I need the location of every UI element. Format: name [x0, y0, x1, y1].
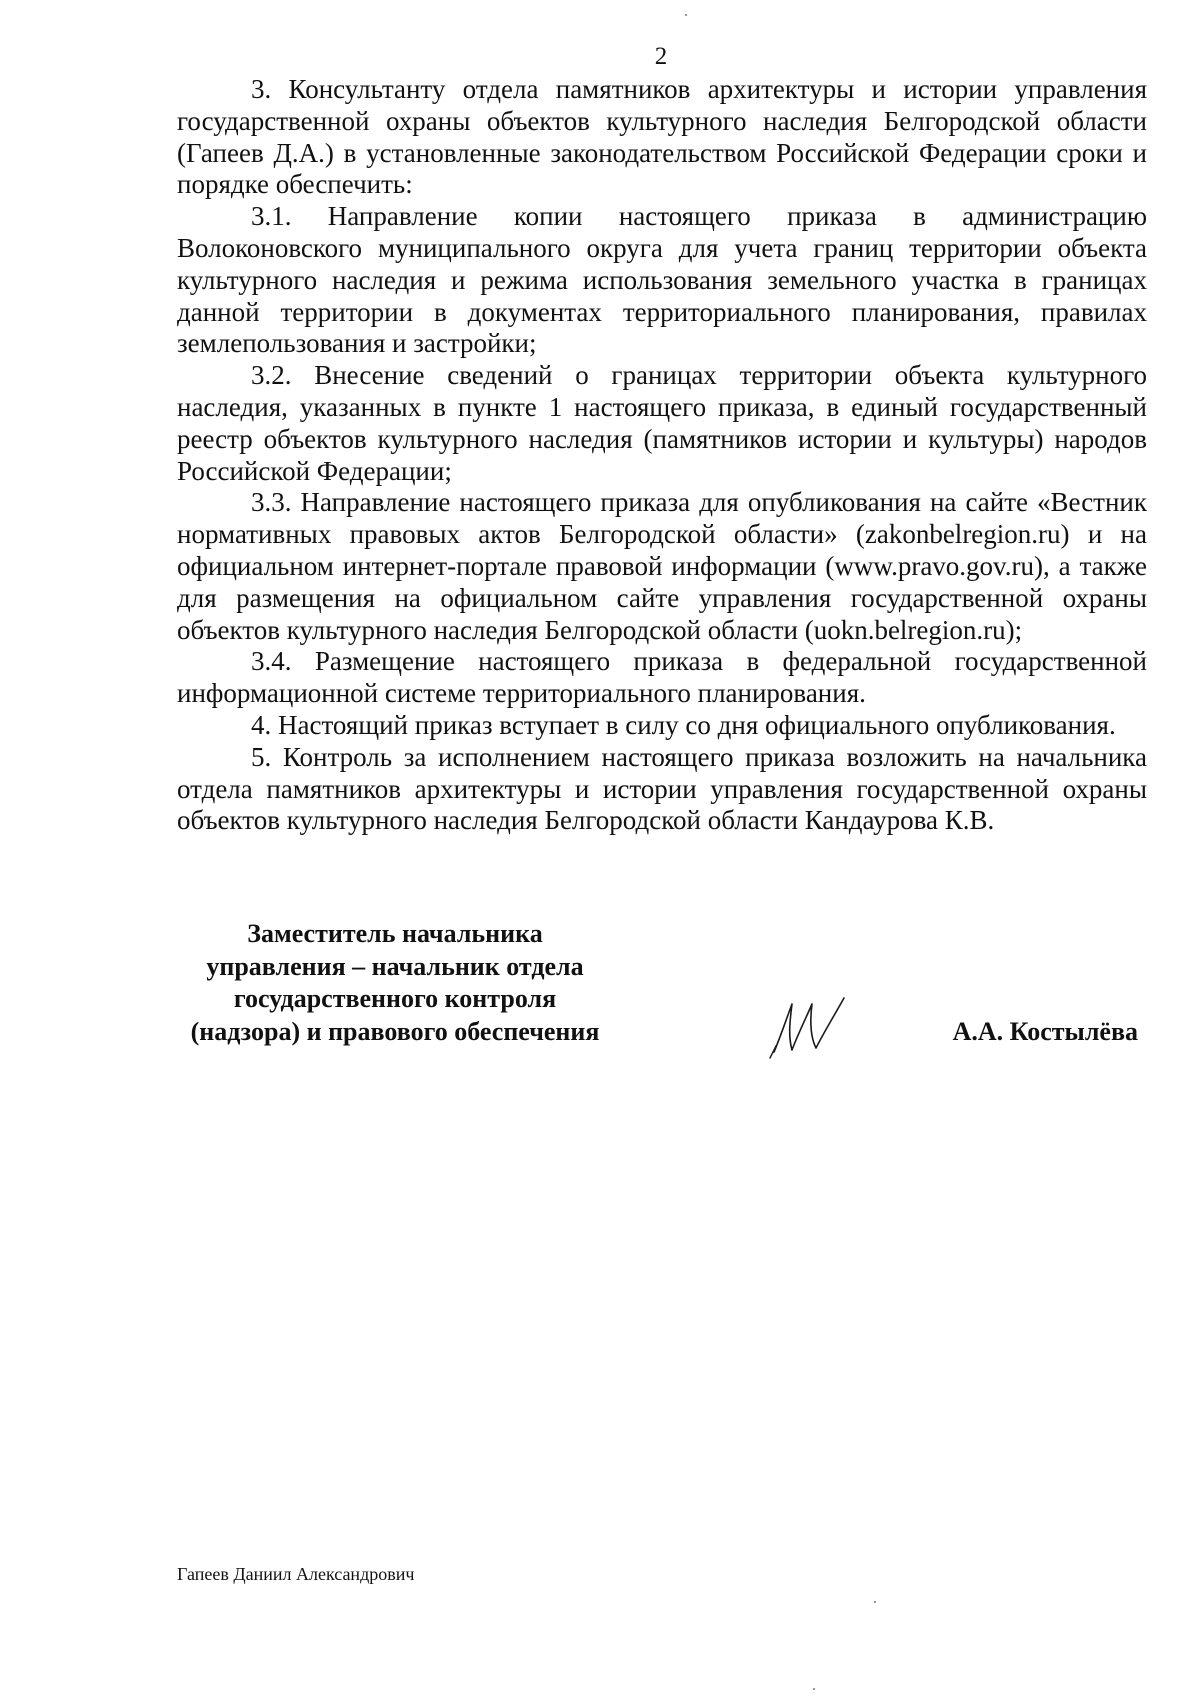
paragraph-3: 3. Консультанту отдела памятников архитектуры и истории управления государственной охраны объектов культурного наследия Белгородской области (Гапеев Д.А.) в установленные законодательством Российской Федерации сроки и порядке обеспечить: — [177, 74, 1147, 200]
executor-name: Гапеев Даниил Александрович — [177, 1564, 415, 1584]
scan-speck — [685, 14, 687, 16]
handwritten-signature-icon — [768, 990, 878, 1060]
page-number: 2 — [654, 43, 668, 70]
signatory-name: А.А. Костылёва — [952, 1017, 1138, 1046]
signatory-position — [170, 918, 620, 1048]
paragraph-3-2: 3.2. Внесение сведений о границах территории объекта культурного наследия, указанных в пункте 1 настоящего приказа, в единый государственный реестр объектов культурного наследия (памятников истории и культуры) народов Российской Федерации; — [177, 360, 1147, 486]
scan-speck — [874, 1601, 876, 1603]
signatory-position-line: (надзора) и правового обеспечения — [190, 1016, 600, 1046]
document-body — [177, 74, 1147, 837]
signature-block — [170, 918, 1170, 1058]
paragraph-3-4: 3.4. Размещение настоящего приказа в федеральной государственной информационной системе территориального планирования. — [177, 646, 1147, 709]
paragraph-4: 4. Настоящий приказ вступает в силу со дня официального опубликования. — [251, 709, 1116, 740]
scan-speck — [813, 1688, 815, 1690]
signatory-position-line: управления – начальник отдела — [206, 951, 584, 981]
signatory-position-line: Заместитель начальника — [247, 919, 543, 948]
signatory-position-line: государственного контроля — [233, 984, 557, 1013]
paragraph-5: 5. Контроль за исполнением настоящего приказа возложить на начальника отдела памятников архитектуры и истории управления государственной охраны объектов культурного наследия Белгородской области Кандаурова К.В. — [177, 741, 1147, 836]
paragraph-3-3: 3.3. Направление настоящего приказа для опубликования на сайте «Вестник нормативных правовых актов Белгородской области» (zakonbelregion.ru) и на официальном интернет-портале правовой информации (www.pravo.gov.ru), а также для размещения на официальном сайте управления государственной охраны объектов культурного наследия Белгородской области (uokn.belregion.ru); — [177, 487, 1147, 645]
paragraph-3-1: 3.1. Направление копии настоящего приказа в администрацию Волоконовского муниципального округа для учета границ территории объекта культурного наследия и режима использования земельного участка в границах данной территории в документах территориального планирования, правилах землепользования и застройки; — [177, 201, 1147, 359]
